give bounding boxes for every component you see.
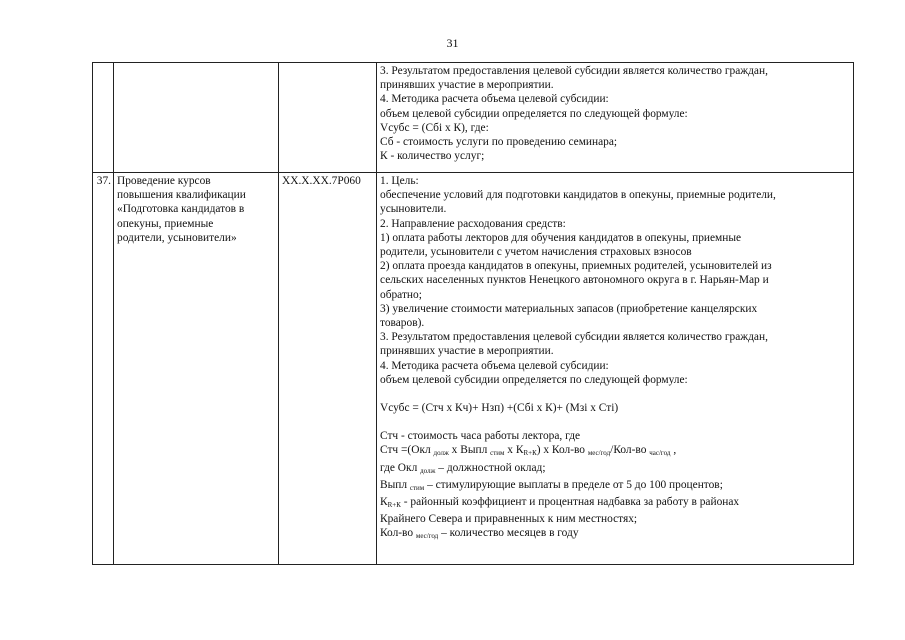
content-line: 1) оплата работы лекторов для обучения кандидатов в опекуны, приемные	[380, 231, 742, 244]
cell-content	[377, 63, 854, 173]
cell-content	[377, 173, 854, 565]
content-line: Vсубс = (Сбi х К), где:	[380, 121, 489, 134]
content-line: объем целевой субсидии определяется по следующей формуле:	[380, 373, 688, 386]
content-line: Сб - стоимость услуги по проведению семинара;	[380, 136, 618, 149]
content-line: родители, усыновители с учетом начисления страховых взносов	[380, 246, 692, 259]
event-name-cell	[114, 173, 279, 565]
okl-definition: где Окл $_{долж}$ – должностной оклад;	[380, 461, 546, 475]
main-formula: Vсубс = (Стч х Кч)+ Нзп) +(Сбi х К)+ (Мзi х Стi)	[380, 402, 619, 415]
cell-code	[279, 63, 377, 173]
content-line: 3) увеличение стоимости материальных запасов (приобретение канцелярских	[380, 302, 758, 315]
content-line: принявших участие в мероприятии.	[380, 79, 554, 92]
content-line: 2) оплата проезда кандидатов в опекуны, приемных родителей, усыновителей из	[380, 260, 772, 273]
row-number: 37.	[93, 173, 114, 565]
page-number: 31	[446, 36, 459, 50]
content-line: 1. Цель:	[380, 175, 419, 187]
kol-definition: Кол-во $_{мес/год}$ – количество месяцев в году	[380, 527, 579, 541]
k-definition: $К_{R+К}$ - районный коэффициент и процентная надбавка за работу в районах	[380, 496, 740, 510]
content-line: 2. Направление расходования средств:	[380, 217, 566, 230]
content-line: принявших участие в мероприятии.	[380, 345, 554, 358]
k-definition-continued: Крайнего Севера и приравненных к ним местностях;	[380, 513, 638, 526]
content-line: обеспечение условий для подготовки кандидатов в опекуны, приемные родители,	[380, 189, 776, 202]
table-row	[93, 63, 854, 173]
content-line: товаров).	[380, 317, 425, 330]
event-name-line: опекуны, приемные	[117, 217, 214, 230]
cell-number	[93, 63, 114, 173]
content-line: 4. Методика расчета объема целевой субсидии:	[380, 359, 609, 372]
stch-definition: Стч - стоимость часа работы лектора, где	[380, 430, 581, 443]
subsidy-table	[92, 62, 854, 565]
content-line: 3. Результатом предоставления целевой субсидии является количество граждан,	[380, 331, 768, 344]
content-line: К - количество услуг;	[380, 150, 485, 163]
event-name-line: повышения квалификации	[117, 189, 246, 202]
table-row	[93, 173, 854, 565]
stch-formula: Стч =(Окл $_{долж}$ х Выпл $_{стим}$ х $К_{R+К}$) х Кол-во $_{мес/год}$/Кол-во $_{час/год}$ ,	[380, 444, 677, 458]
event-name-line: родители, усыновители»	[117, 231, 237, 244]
budget-code-cell: XX.X.XX.7P060	[279, 173, 377, 565]
content-line: 3. Результатом предоставления целевой субсидии является количество граждан,	[380, 65, 768, 77]
content-line: 4. Методика расчета объема целевой субсидии:	[380, 93, 609, 106]
content-line: объем целевой субсидии определяется по следующей формуле:	[380, 107, 688, 120]
cell-name	[114, 63, 279, 173]
vypl-definition: Выпл $_{стим}$ – стимулирующие выплаты в пределе от 5 до 100 процентов;	[380, 478, 723, 492]
content-line: сельских населенных пунктов Ненецкого автономного округа в г. Нарьян-Мар и	[380, 274, 769, 287]
event-name-line: «Подготовка кандидатов в	[117, 203, 245, 216]
content-line: обратно;	[380, 288, 422, 301]
event-name-line: Проведение курсов	[117, 175, 211, 187]
content-line: усыновители.	[380, 203, 447, 216]
